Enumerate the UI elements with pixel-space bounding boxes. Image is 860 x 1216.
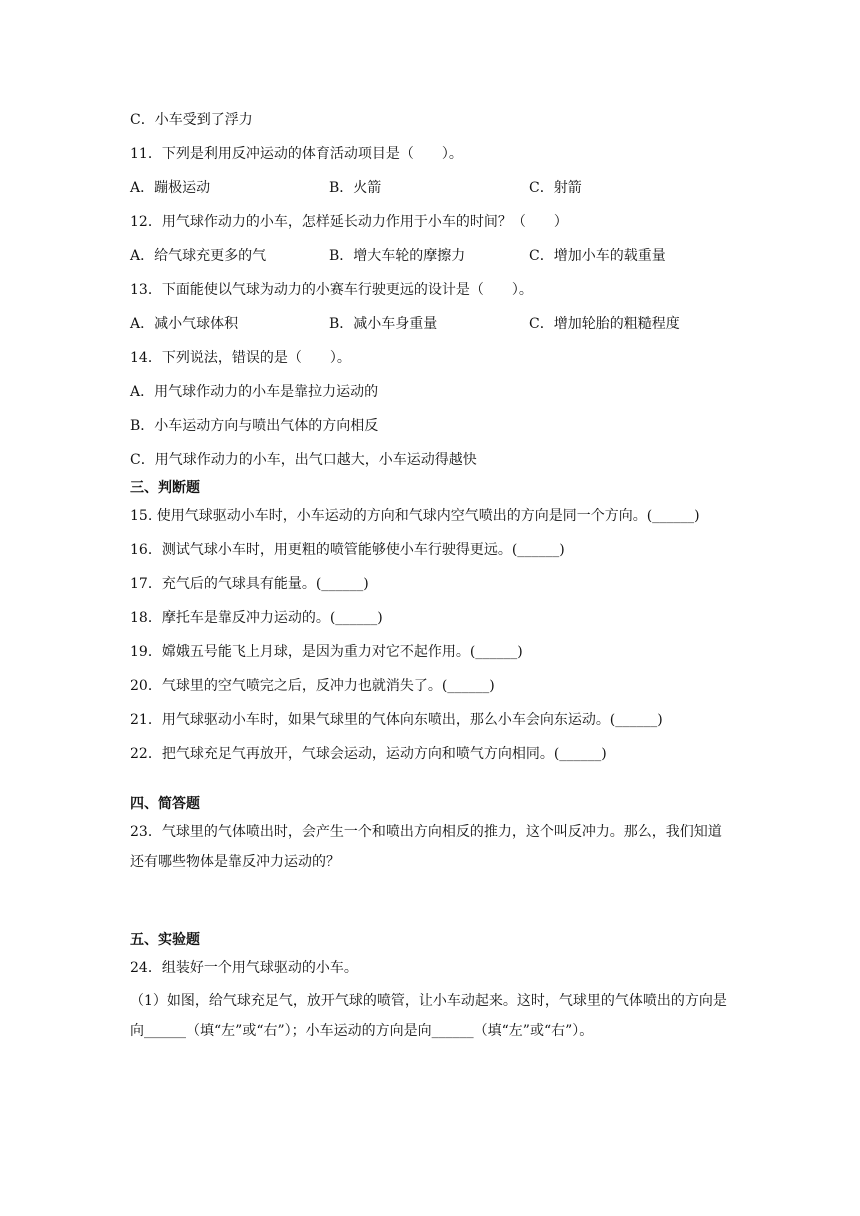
q20: 20．气球里的空气喷完之后，反冲力也就消失了。(______) xyxy=(130,678,495,694)
q23: 23．气球里的气体喷出时，会产生一个和喷出方向相反的推力，这个叫反冲力。那么，我们知道还有哪些物体是靠反冲力运动的？ xyxy=(130,824,722,870)
q21: 21．用气球驱动小车时，如果气球里的气体向东喷出，那么小车会向东运动。(______) xyxy=(130,712,663,728)
q22: 22．把气球充足气再放开，气球会运动，运动方向和喷气方向相同。(______) xyxy=(130,746,607,762)
q24-part1: （1）如图，给气球充足气，放开气球的喷管，让小车动起来。这时，气球里的气体喷出的方向是向______（填“左”或“右”）；小车运动的方向是向______（填“左”或“右”）。 xyxy=(130,993,727,1039)
q12-option-b: B．增大车轮的摩擦力 xyxy=(329,248,466,264)
q13-option-c: C．增加轮胎的粗糙程度 xyxy=(529,316,680,332)
q11-option-a: A．蹦极运动 xyxy=(130,180,211,196)
q13-stem: 13．下面能使以气球为动力的小赛车行驶更远的设计是（ ）。 xyxy=(130,282,533,298)
q14-option-c: C．用气球作动力的小车，出气口越大，小车运动得越快 xyxy=(130,452,477,468)
q12-stem: 12．用气球作动力的小车，怎样延长动力作用于小车的时间？（ ） xyxy=(130,214,568,230)
q14-option-b: B．小车运动方向与喷出气体的方向相反 xyxy=(130,418,379,434)
section4-title: 四、简答题 xyxy=(130,796,200,812)
q24: 24．组装好一个用气球驱动的小车。 xyxy=(130,960,358,976)
q19: 19．嫦娥五号能飞上月球，是因为重力对它不起作用。(______) xyxy=(130,644,523,660)
q18: 18．摩托车是靠反冲力运动的。(______) xyxy=(130,610,383,626)
q11-option-c: C．射箭 xyxy=(529,180,582,196)
q11-stem: 11．下列是利用反冲运动的体育活动项目是（ ）。 xyxy=(130,146,463,162)
q17: 17．充气后的气球具有能量。(______) xyxy=(130,576,369,592)
q13-option-a: A．减小气球体积 xyxy=(130,316,239,332)
q13-option-b: B．减小车身重量 xyxy=(329,316,438,332)
section3-title: 三、判断题 xyxy=(130,480,200,496)
q15: 15. 使用气球驱动小车时，小车运动的方向和气球内空气喷出的方向是同一个方向。(______) xyxy=(130,508,700,524)
q12-option-a: A．给气球充更多的气 xyxy=(130,248,267,264)
q10-option-c: C．小车受到了浮力 xyxy=(130,112,253,128)
q14-option-a: A．用气球作动力的小车是靠拉力运动的 xyxy=(130,384,379,400)
q14-stem: 14．下列说法，错误的是（ ）。 xyxy=(130,350,351,366)
q16: 16．测试气球小车时，用更粗的喷管能够使小车行驶得更远。(______) xyxy=(130,542,565,558)
q11-option-b: B．火箭 xyxy=(329,180,382,196)
section5-title: 五、实验题 xyxy=(130,932,200,948)
q12-option-c: C．增加小车的载重量 xyxy=(529,248,666,264)
